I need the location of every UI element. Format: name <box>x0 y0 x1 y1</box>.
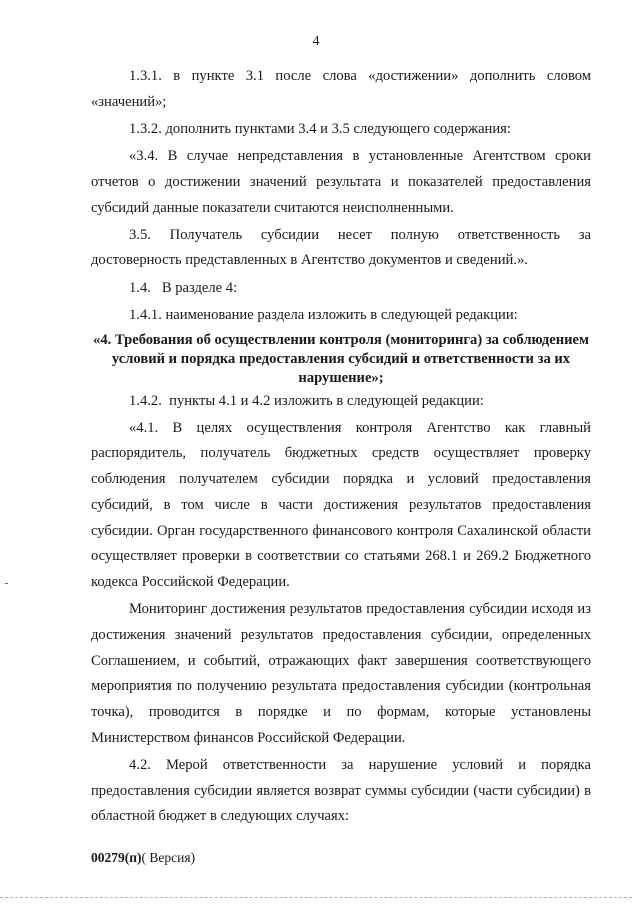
paragraph-1-3-2: 1.3.2. дополнить пунктами 3.4 и 3.5 следующего содержания: <box>129 120 511 137</box>
section-title: «4. Требования об осуществлении контроля (мониторинга) за соблюдением условий и порядка предоставления субсидий и ответственности за их нарушение»; <box>93 331 589 386</box>
paragraph-4-2: 4.2. Мерой ответственности за нарушение условий и порядка предоставления субсидии является возврат суммы субсидии (части субсидии) в областной бюджет в следующих случаях: <box>91 756 591 825</box>
page-number: 4 <box>312 34 320 49</box>
paragraph-1-4-1: 1.4.1. наименование раздела изложить в следующей редакции: <box>129 306 518 323</box>
scan-margin-mark <box>5 583 8 584</box>
document-body <box>91 64 591 831</box>
paragraph-1-4: 1.4. В разделе 4: <box>129 279 238 296</box>
paragraph-3-5: 3.5. Получатель субсидии несет полную ответственность за достоверность представленных в Агентство документов и сведений.». <box>91 226 591 269</box>
footer-divider <box>0 897 632 898</box>
paragraph-1-4-2: 1.4.2. пункты 4.1 и 4.2 изложить в следующей редакции: <box>129 392 484 409</box>
paragraph-1-3-1: 1.3.1. в пункте 3.1 после слова «достижении» дополнить словом «значений»; <box>91 68 591 110</box>
document-version: ( Версия) <box>141 850 196 865</box>
paragraph-3-4: «3.4. В случае непредставления в установленные Агентством сроки отчетов о достижении значений результата и показателей предоставления субсидий данные показатели считаются неисполненными. <box>91 148 591 216</box>
paragraph-monitoring: Мониторинг достижения результатов предоставления субсидии исходя из достижения значений результатов предоставления субсидии, определенных Соглашением, и событий, отражающих факт завершения соответствующего мероприятия по получению результата предоставления субсидии (контрольная точка), проводится в порядке и по формам, которые установлены Министерством финансов Российской Федерации. <box>91 601 591 746</box>
document-code: 00279(п) <box>91 850 142 865</box>
footer <box>91 850 195 866</box>
paragraph-4-1: «4.1. В целях осуществления контроля Агентство как главный распорядитель, получатель бюджетных средств осуществляет проверку соблюдения получателем субсидии порядка и условий предоставления субсидий, в том числе в части достижения результатов предоставления субсидии. Орган государственного финансового контроля Сахалинской области осуществляет проверки в соответствии со статьями 268.1 и 269.2 Бюджетного кодекса Российской Федерации. <box>91 419 591 590</box>
